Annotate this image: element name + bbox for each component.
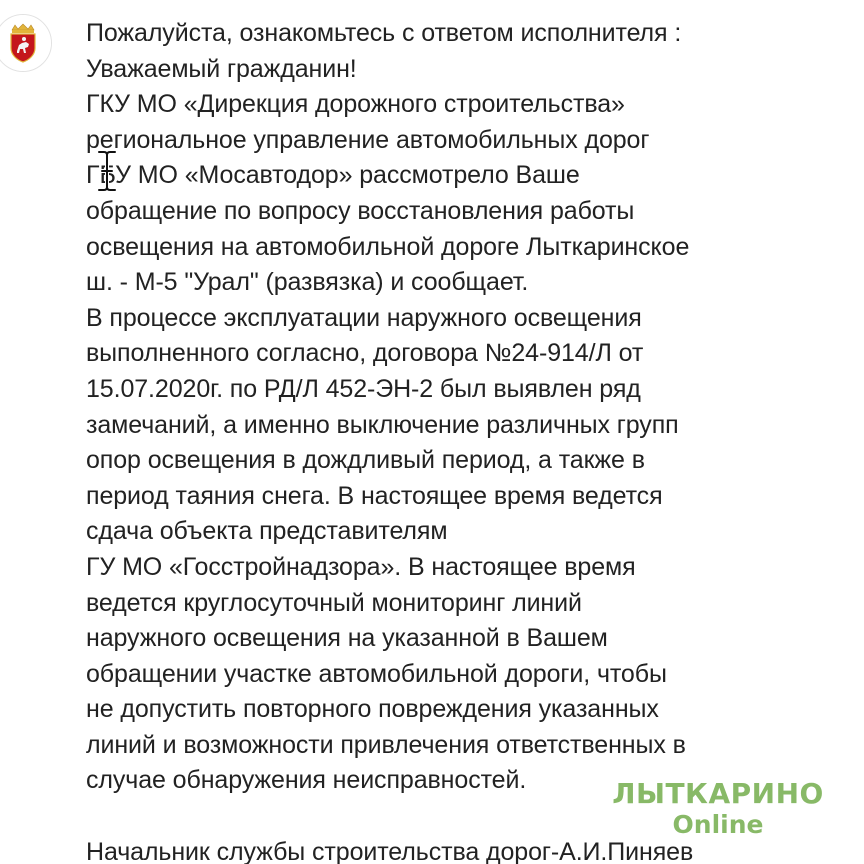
watermark-subtitle: Online <box>672 810 764 839</box>
message-line: наружного освещения на указанной в Вашем <box>86 624 608 653</box>
avatar[interactable] <box>0 14 52 72</box>
message-line: обращении участке автомобильной дороги, чтобы <box>86 659 667 688</box>
message-line: ш. - М-5 "Урал" (развязка) и сообщает. <box>86 268 529 297</box>
message-line: выполненного согласно, договора №24-914/Л от <box>86 339 644 368</box>
message-line: замечаний, а именно выключение различных групп <box>86 410 679 439</box>
message-line: освещения на автомобильной дороге Лыткаринское <box>86 232 690 261</box>
message-line: ГБУ МО «Мосавтодор» рассмотрело Ваше <box>86 161 580 190</box>
message-line: линий и возможности привлечения ответственных в <box>86 730 686 759</box>
moscow-oblast-emblem-icon <box>0 15 51 71</box>
message-line: период таяния снега. В настоящее время ведется <box>86 481 663 510</box>
message-line: опор освещения в дождливый период, а также в <box>86 446 645 475</box>
message-line: сдача объекта представителям <box>86 517 448 546</box>
message-line: случае обнаружения неисправностей. <box>86 766 527 795</box>
message-line: ГУ МО «Госстройнадзора». В настоящее время <box>86 552 636 581</box>
site-watermark <box>612 776 824 846</box>
text-cursor-icon <box>95 150 119 192</box>
message-line: ведется круглосуточный мониторинг линий <box>86 588 582 617</box>
message-line: Уважаемый гражданин! <box>86 54 357 83</box>
message-body <box>86 16 856 864</box>
message-line: ГКУ МО «Дирекция дорожного строительства» <box>86 90 625 119</box>
watermark-title: ЛЫТКАРИНО <box>612 777 824 810</box>
message-line: не допустить повторного повреждения указанных <box>86 695 659 724</box>
message-line: Пожалуйста, ознакомьтесь с ответом исполнителя : <box>86 19 682 47</box>
message-line: обращение по вопросу восстановления работы <box>86 196 635 225</box>
message-line: региональное управление автомобильных дорог <box>86 125 650 154</box>
message-line: В процессе эксплуатации наружного освещения <box>86 303 642 332</box>
message-line: 15.07.2020г. по РД/Л 452-ЭН-2 был выявлен ряд <box>86 374 641 403</box>
message-signature: Начальник службы строительства дорог-А.И.Пиняев <box>86 837 694 864</box>
